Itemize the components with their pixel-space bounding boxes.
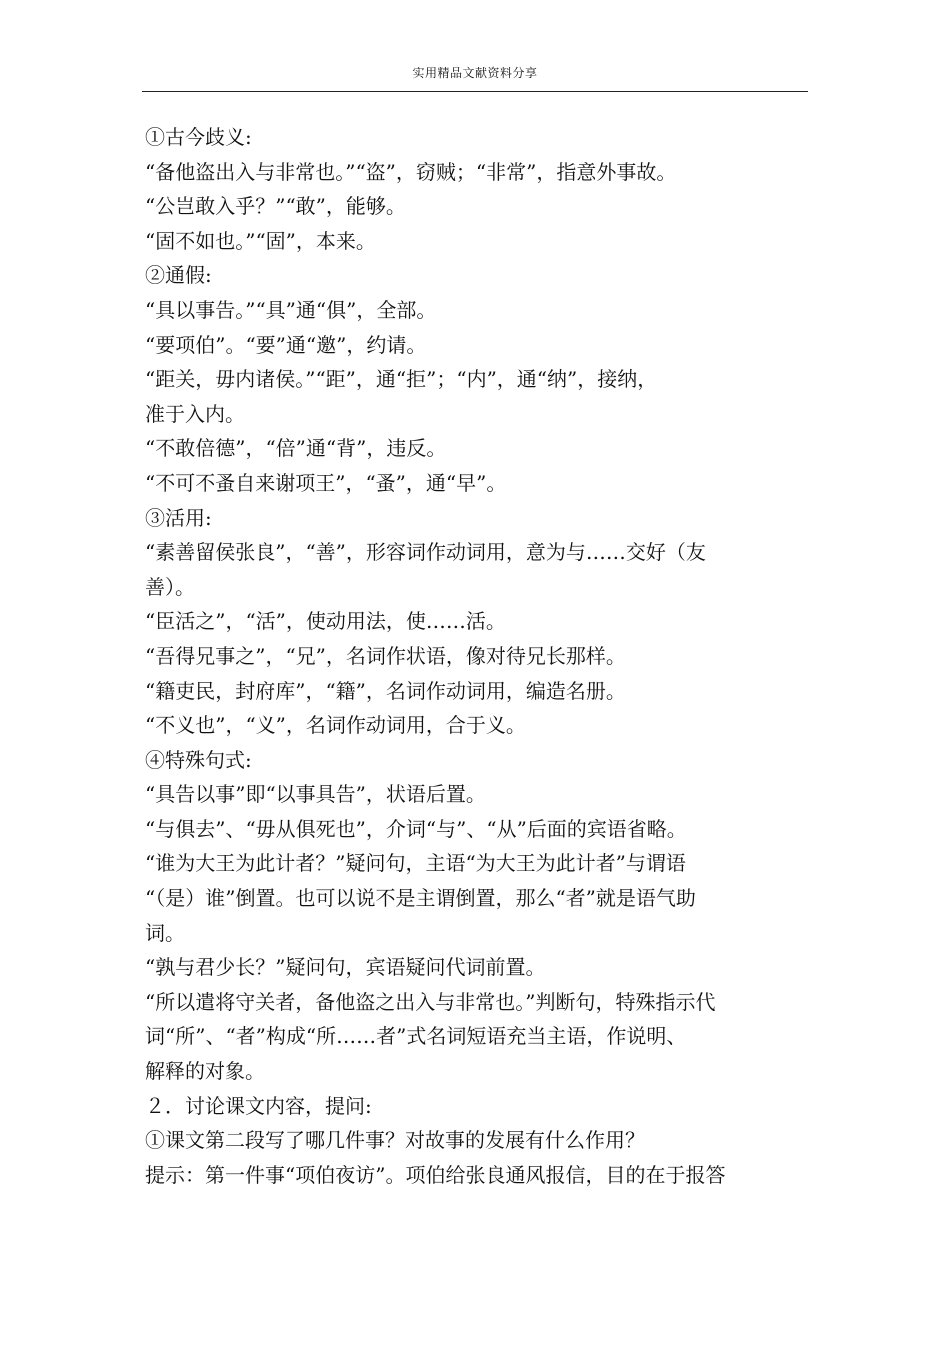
page-header [142, 64, 808, 92]
text-line: ②通假: [145, 263, 212, 288]
text-line: 提示：第一件事“项伯夜访”。项伯给张良通风报信，目的在于报答 [145, 1162, 726, 1187]
text-line: “籍吏民，封府库”，“籍”，名词作动词用，编造名册。 [145, 678, 626, 703]
text-line: ④特殊句式: [145, 747, 252, 772]
text-line: “不敢倍德”，“倍”通“背”，违反。 [145, 436, 447, 461]
text-line: “（是）谁”倒置。也可以说不是主谓倒置，那么“者”就是语气助 [145, 886, 696, 911]
text-line: “不义也”，“义”，名词作动词用，合于义。 [145, 713, 526, 738]
text-line: “具以事告。”“具”通“俱”，全部。 [145, 297, 437, 322]
text-line: “固不如也。”“固”，本来。 [145, 228, 376, 253]
text-line: “要项伯”。“要”通“邀”，约请。 [145, 332, 427, 357]
text-line: “备他盗出入与非常也。”“盗”，窃贼；“非常”，指意外事故。 [145, 159, 677, 184]
text-line: 善）。 [145, 574, 195, 599]
text-line: “具告以事”即“以事具告”，状语后置。 [145, 782, 486, 807]
text-line: 词。 [145, 920, 185, 945]
text-line: “谁为大王为此计者？”疑问句，主语“为大王为此计者”与谓语 [145, 851, 686, 876]
text-line: “不可不蚤自来谢项王”，“蚤”，通“早”。 [145, 470, 507, 495]
text-line: 准于入内。 [145, 401, 245, 426]
text-line: “所以遣将守关者，备他盗之出入与非常也。”判断句，特殊指示代 [145, 989, 716, 1014]
text-line: “孰与君少长？”疑问句，宾语疑问代词前置。 [145, 955, 546, 980]
text-line: ①古今歧义: [145, 125, 252, 149]
text-line: ①课文第二段写了哪几件事？对故事的发展有什么作用？ [145, 1128, 645, 1153]
text-line: “素善留侯张良”，“善”，形容词作动词用，意为与……交好（友 [145, 540, 706, 565]
document-body [145, 120, 805, 1192]
text-line: ２．讨论课文内容，提问: [145, 1093, 372, 1118]
header-title: 实用精品文献资料分享 [412, 66, 538, 80]
text-line: “吾得兄事之”，“兄”，名词作状语，像对待兄长那样。 [145, 643, 626, 668]
text-line: “与俱去”、“毋从俱死也”，介词“与”、“从”后面的宾语省略。 [145, 816, 687, 841]
text-line: 解释的对象。 [145, 1059, 265, 1084]
text-line: “臣活之”，“活”，使动用法，使……活。 [145, 609, 506, 634]
text-line: ③活用: [145, 505, 212, 530]
text-line: 词“所”、“者”构成“所……者”式名词短语充当主语，作说明、 [145, 1024, 687, 1049]
text-line: “公岂敢入乎？”“敢”，能够。 [145, 194, 406, 219]
text-line: “距关，毋内诸侯。”“距”，通“拒”；“内”，通“纳”，接纳， [145, 367, 658, 392]
